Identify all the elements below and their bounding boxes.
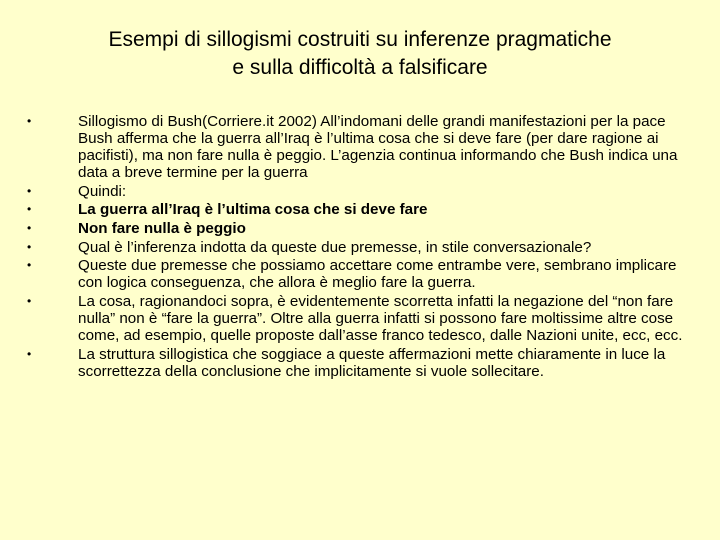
bullet-text: Quindi: <box>78 182 127 200</box>
bullet-item-7 <box>24 293 696 344</box>
bullet-icon: • <box>27 293 32 308</box>
bullet-icon: • <box>27 114 32 128</box>
slide-title-line-2: e sulla difficoltà a falsificare <box>232 56 488 79</box>
bullet-text: Queste due premesse che possiamo accettare come entrambe vere, sembrano implicare con logica conseguenza, che allora è meglio fare la guerra. <box>78 257 677 292</box>
bullet-text: La cosa, ragionandoci sopra, è evidentemente scorretta infatti la negazione del “non fare nulla” non è “fare la guerra”. Oltre alla guerra infatti si possono fare moltissime altre cose come, ad esempio, quelle proposte dall’asse franco tedesco, dalle Nazioni unite, ecc, ecc. <box>78 292 683 345</box>
bullet-item-8 <box>24 346 696 380</box>
bullet-icon: • <box>27 346 32 361</box>
bullet-text: Sillogismo di Bush(Corriere.it 2002) All’indomani delle grandi manifestazioni per la pace Bush afferma che la guerra all’Iraq è l’ultima cosa che si deve fare (per dare ragione ai pacifisti), ma non fare nulla è peggio. L’agenzia continua informando che Bush indica una data a breve termine per la guerra <box>78 113 678 182</box>
bullet-icon: • <box>27 183 32 198</box>
bullet-text: La guerra all’Iraq è l’ultima cosa che si deve fare <box>78 201 428 219</box>
bullet-icon: • <box>27 239 32 254</box>
bullet-icon: • <box>27 202 32 217</box>
bullet-icon: • <box>27 258 32 273</box>
bullet-item-5 <box>24 239 696 256</box>
bullet-text: La struttura sillogistica che soggiace a queste affermazioni mette chiaramente in luce la scorrettezza della conclusione che implicitamente si vuole sollecitare. <box>78 345 666 380</box>
bullet-item-6 <box>24 257 696 291</box>
bullet-icon: • <box>27 221 32 236</box>
bullet-list <box>24 113 696 381</box>
bullet-text: Qual è l’inferenza indotta da queste due premesse, in stile conversazionale? <box>78 238 592 256</box>
bullet-item-3 <box>24 201 696 218</box>
slide-title-line-1: Esempi di sillogismi costruiti su inferenze pragmatiche <box>108 28 612 51</box>
bullet-item-4 <box>24 220 696 237</box>
bullet-item-1 <box>24 113 696 181</box>
bullet-text: Non fare nulla è peggio <box>78 220 246 238</box>
bullet-item-2 <box>24 183 696 200</box>
slide-title <box>20 26 700 82</box>
